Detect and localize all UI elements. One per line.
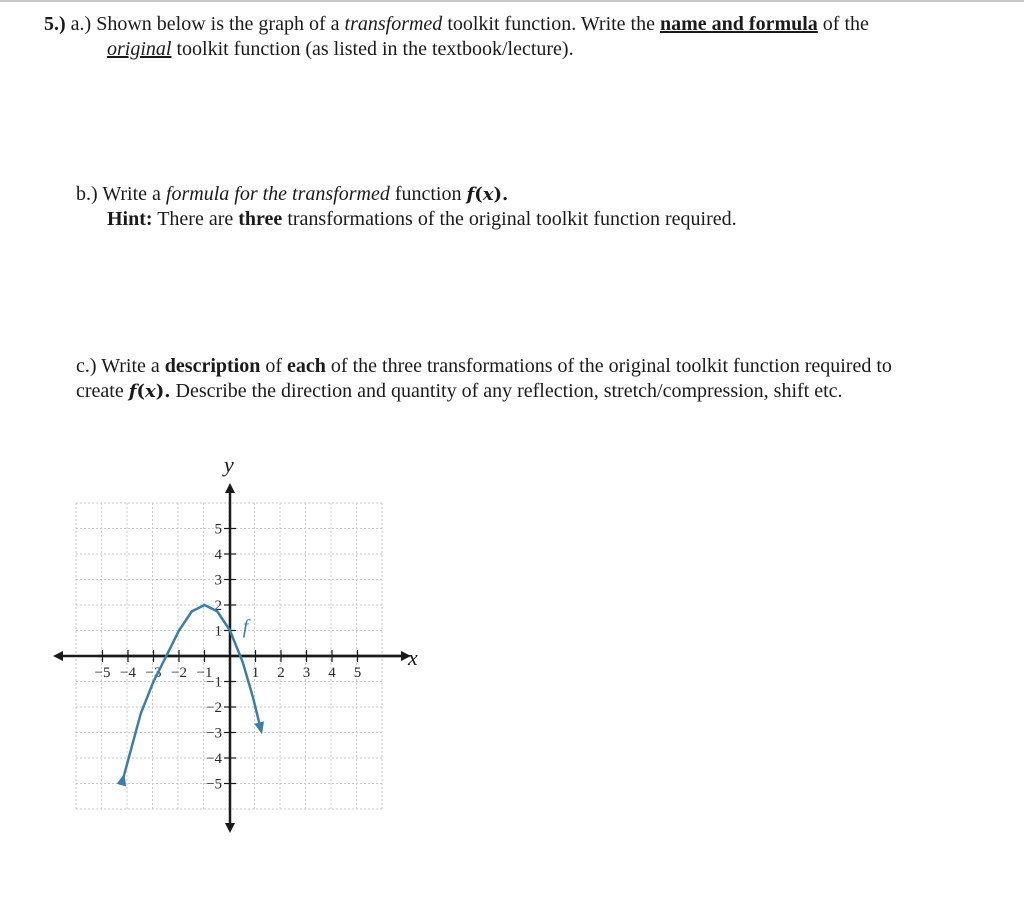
x-tick-label: 4 [328,665,336,681]
question-5-part-c [76,354,892,379]
part-a-text-4: name and formula [660,13,818,35]
hint-text-1: There are [157,208,234,230]
part-b-text-2: formula for the transformed [165,183,390,205]
part-c-label: c.) [76,355,97,377]
y-tick-label: −2 [206,700,222,716]
part-b-text-1: Write a [102,183,161,205]
hint-label: Hint: [107,208,153,230]
y-tick-label: 5 [214,521,222,538]
part-b-paren-open: ( [474,184,483,205]
part-a-label: a.) [70,13,92,35]
part-a-text-5: of the [822,13,869,35]
y-tick-label: −4 [206,751,222,767]
question-5-part-c-line-2 [76,379,843,404]
y-tick-label: −5 [206,776,222,793]
y-tick-label: 4 [214,547,222,563]
x-tick-label: −5 [94,665,111,681]
part-c-text-3: of [265,355,283,377]
parabola-graph [0,440,440,840]
part-c-paren-open: ( [136,381,146,402]
question-5-part-a [44,12,869,37]
part-c-f: f [128,381,137,402]
y-tick-label: 2 [214,598,222,614]
part-a-text-3: toolkit function. Write the [447,13,655,35]
x-tick-label: −4 [120,665,136,681]
part-a-text-6: original [107,38,172,60]
part-b-text-3: function [394,183,462,205]
y-tick-label: −3 [206,725,222,742]
x-tick-label: 2 [277,665,285,681]
y-axis-label: y [224,452,234,477]
page-top-rule [0,0,1024,2]
part-b-label: b.) [76,183,98,205]
y-tick-label: −1 [206,674,222,691]
y-tick-label: 3 [214,572,222,589]
part-c-text-4: each [287,355,326,377]
part-c-text-2: description [164,355,261,377]
part-a-text-7: toolkit function (as listed in the textbook/lecture). [176,38,574,60]
x-tick-label: 1 [251,665,260,681]
part-a-text-2: transformed [344,13,443,35]
hint-text-2: three [238,208,283,230]
x-tick-label: 3 [302,665,311,681]
question-number: 5.) [44,13,66,35]
axes [58,488,406,828]
question-5-part-b-hint [107,207,737,232]
x-tick-label: 5 [353,665,362,681]
part-c-x: x [145,381,156,402]
x-tick-label: −2 [171,665,187,681]
part-c-text-11: Describe the direction and quantity of any reflection, stretch/compression, shift etc. [175,380,843,402]
y-tick-label: 1 [214,623,222,640]
part-c-paren-close: ). [155,381,171,402]
part-b-paren-close: ). [493,184,509,205]
curve-label-f: f [242,616,249,639]
part-c-text-1: Write a [101,355,160,377]
hint-text-3: transformations of the original toolkit function required. [287,208,737,230]
question-5-part-b [76,182,508,207]
x-tick-label: −3 [145,665,162,681]
part-b-x: x [482,184,494,205]
part-c-text-6: create [76,380,124,402]
curve-f [123,605,261,779]
x-tick-label: −1 [196,665,213,681]
question-5-part-a-line-2 [107,37,574,62]
part-c-text-5: of the three transformations of the original toolkit function required to [330,355,892,377]
x-axis-label: x [408,645,418,670]
part-a-text-1: Shown below is the graph of a [96,13,340,35]
part-b-f: f [466,184,475,205]
